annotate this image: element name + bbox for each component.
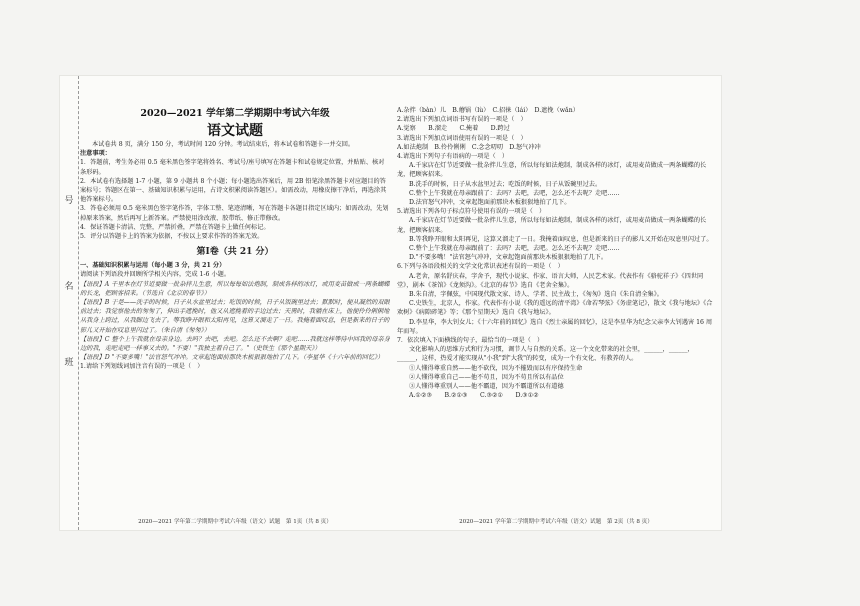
part-heading: 一、基础知识积累与运用（每小题 3 分，共 21 分）	[80, 262, 226, 270]
question-7-item: ①人懂得尊重自然——他不砍伐，因为不摧毁而以有序保持生命	[409, 364, 583, 372]
question-3: 3.请选出下列加点词语使用有误的一项是（ ）	[397, 134, 527, 142]
note-item: 2．本试卷有选择题 1-7 小题，第 9 小题共 8 个小题；每小题选出答案后，用 2B 铅笔涂黑答题卡对应题目的答案标号；答题区在第一、基础知识积累与运用，占诗文积累阅读答题区）。如需改动，用橡皮擦干净后，再选涂其他答案标号。	[80, 177, 387, 204]
left-page	[80, 76, 390, 530]
question-5-option: D."不要多嘴！"法官怒气冲冲，文章起饱面前那块木板狠狠地拍了几下。	[409, 254, 608, 262]
exam-subject: 语文试题	[207, 123, 263, 139]
exam-title: 2020—2021 学年第二学期期中考试六年级	[140, 108, 330, 119]
page-footer: 2020—2021 学年第二学期期中考试六年级（语文）试题 第 2页（共 8 页）	[459, 519, 653, 525]
question-7-text: 文化影响人的思维方式和行为习惯，调节人与自然的关系。这一个文化带来的社会里，______，______，______，这样，热爱才能实现从"小我"到"大我"的转变，成为一个有文化、有教养的人。	[397, 346, 694, 363]
binding-margin	[60, 76, 79, 530]
binding-mark: 班	[64, 358, 74, 368]
question-6-option: B.朱自清，字佩弦，中国现代散文家、诗人、学者、民主战士，《匆匆》选自《朱自清全集》。	[409, 291, 663, 299]
question-1-options: A.杂拌（bàn）儿 B.蘑锅（lù） C.招徕（lái） D.遮挽（wǎn）	[397, 107, 579, 114]
question-5-option: C.整个上午我就在母亲跟前了：去吗？去吧，去吧。怎么还不去呢？走吧……	[409, 245, 620, 253]
question-6: 6.下列与各语段相关的文学文化常识表述有误的一项是（ ）	[397, 263, 564, 271]
question-4: 4.请选出下列句子有语病的一项是（ ）	[397, 153, 509, 161]
question-4-option: B.洗手的时候，日子从水盆里过去；吃饭的时候，日子从饭碗里过去。	[409, 180, 602, 188]
question-2: 2.请选出下列加点词语书写有误的一项是（ ）	[397, 116, 527, 124]
section-title: 第Ⅰ卷（共 21 分）	[196, 247, 274, 258]
part-instructions: 请阅读下列语段并回顾所学相关内容，完成 1-6 小题。	[80, 271, 231, 279]
note-item: 5．评分以答题卡上的答案为依据，不按以上要求作答的答案无效。	[80, 233, 264, 241]
note-item: 4．保证答题卡清洁、完整，严禁折叠，严禁在答题卡上做任何标记。	[80, 223, 270, 231]
passage-a: 【语段】A 千里本在灯节近要做一批杂拌儿生意，所以每每如法炮制，制成各样的冰灯，或用麦苗做成一两条蝴蝶的长龙，把顾客招来。（节选自《北京的春节》）	[80, 280, 390, 297]
question-5: 5.请选出下列各句子标点符号使用有误的一项是（ ）	[397, 208, 546, 216]
question-6-option: D.李星华，李大钊女儿；《十六年前的回忆》选自《烈士亲属的回忆》，这是李星华为纪念父亲李大钊遇害 16 周年而写。	[397, 318, 713, 335]
question-4-option: C.整个上午我就在母亲跟前了：去吗？去吧，去吧，怎么还不去呢？走吧……	[409, 189, 620, 197]
question-7: 7．依次填入下面横线的句子，最恰当的一项是（ ）	[397, 337, 544, 345]
question-6-option: C.史铁生，北京人，作家。代表作有小说《我的遥远的清平湾》《命若琴弦》《务虚笔记》，散文《我与地坛》《合欢树》《病隙碎笔》等；《那个星期天》选自《我与地坛》。	[397, 300, 713, 317]
passage-b: 【语段】B 于是——洗手的时候，日子从水盆里过去；吃饭的时候，日子从饭碗里过去；默默时，便从凝然的双眼前过去；我觉察他去的匆匆了，伸出手遮挽时，他又从遮挽着的手边过去；天黑时，我躺在床上，他便伶伶俐俐地从我身上跨过，从我脚边飞去了。等我睁开眼和太阳再见，这算又溜走了一日。我掩着面叹息，但是新来的日子的影儿又开始在叹息里闪过了。（朱自清《匆匆》）	[80, 299, 390, 334]
passage-d: 【语段】D "不要多嘴！"法官怒气冲冲。文章起饱面前那块木板狠狠地拍了几下。（李星华《十六年前的回忆》）	[80, 354, 384, 362]
question-2-options: A.觉察 B.溜走 C.掩着 D.跨过	[397, 125, 510, 133]
question-7-options: A.①②③ B.②①③ C.③②① D.③①②	[409, 392, 539, 400]
question-4-option: A.千家店在灯节近要做一批杂拌儿生意，所以每每如法炮制，制成各样的冰灯，或用麦苗做成一两条蝴蝶的长龙，把顾客招来。	[397, 162, 707, 179]
binding-mark: 号	[64, 196, 74, 206]
page-footer: 2020—2021 学年第二学期期中考试六年级（语文）试题 第 1页（共 8 页）	[138, 519, 332, 525]
passage-c: 【语段】C 整个上午我就在母亲身边。去吗？去吧，去吧。怎么还不去啊？走吧……我就这样等待中回我的母亲身边的我，走吧走吧一样事又去的。"不要！"我独主着自己了。"（史铁生《那个星期天》）	[80, 335, 390, 353]
question-5-option: B.等我睁开眼和太阳再见，这算又溜走了一日。我掩着面叹息，但是新来的日子的影儿又开始在叹息里闪过了。	[409, 235, 713, 243]
question-3-options: A.如法炮制 B.伶伶俐俐 C.念念叨叨 D.怒气冲冲	[397, 143, 541, 151]
exam-intro: 本试卷共 8 页，满分 150 分，考试时间 120 分钟。考试结束后，将本试卷和答题卡一并交回。	[92, 141, 355, 148]
question-7-item: ②人懂得尊重自己——他不苟且，因为不苟且所以有品位	[409, 373, 564, 381]
notes-heading: 注意事项：	[80, 150, 111, 158]
binding-mark: 名	[64, 282, 74, 292]
question-5-option: A.千家店在灯节近要做一批杂拌儿生意，所以每每如法炮制，制成各样的冰灯，或用麦苗做成一两条蝴蝶的长龙，把顾客招来。	[397, 217, 707, 234]
note-item: 3．答卷必须用 0.5 毫米黑色签字笔作答，字体工整、笔迹清晰，写在答题卡各题目指定区域内；如需改动，先划掉原来答案，然后再写上新答案。严禁使用涂改液、胶带纸、修正带修改。	[80, 205, 389, 222]
question-4-option: D.法官怒气冲冲，文章起饱面前那块木板狠狠地拍了几下。	[409, 199, 571, 207]
question-6-option: A.老舍，原名舒庆春，字舍予，现代小说家、作家、语言大师，人民艺术家。代表作有《骆驼祥子》《四世同堂》，剧本《茶馆》《龙须沟》。《北京的春节》选自《老舍全集》。	[397, 272, 704, 289]
right-page	[397, 76, 715, 530]
question-1: 1.请给下列划线词加注音有误的一项是（ ）	[80, 363, 204, 371]
question-7-item: ③人懂得尊重别人——他不霸道，因为不霸道所以有道德	[409, 383, 564, 391]
note-item: 1．答题前，考生务必用 0.5 毫米黑色签字笔将姓名、考试号/座号填写在答题卡和试卷规定位置，并贴贴、核对条形码。	[80, 159, 385, 176]
